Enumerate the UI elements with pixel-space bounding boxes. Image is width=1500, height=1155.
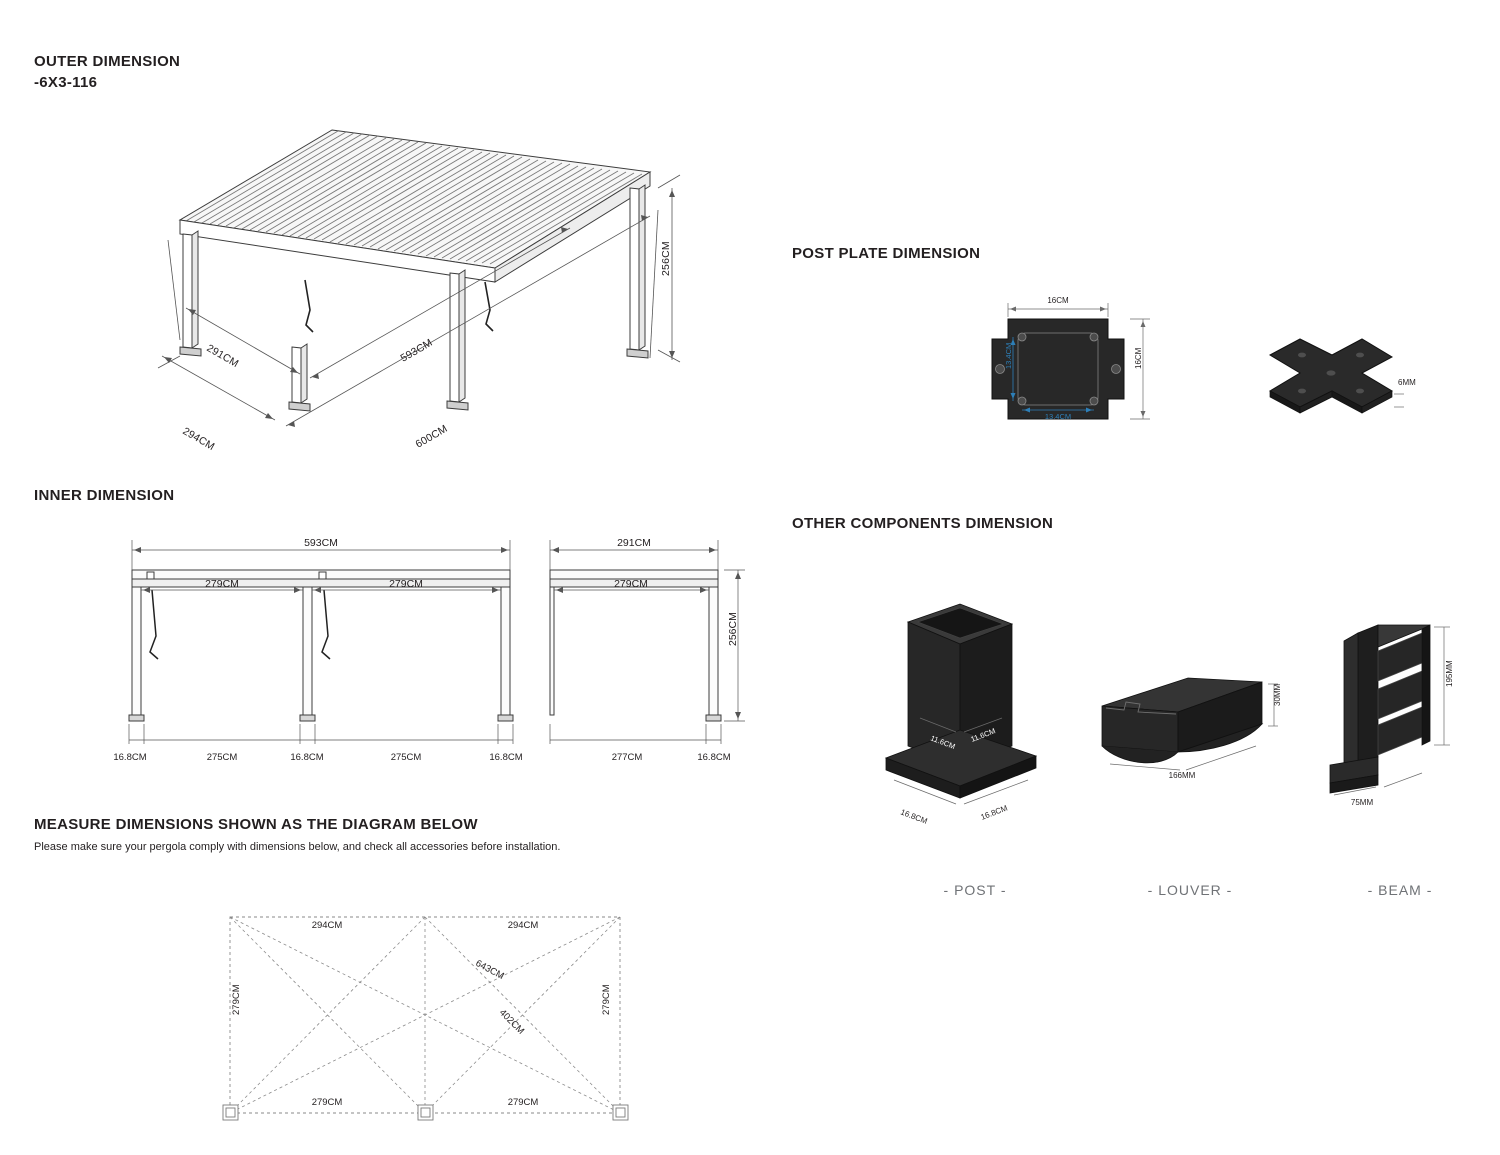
louver-dim-1-label: 30MM xyxy=(1273,683,1282,706)
outer-width-inner-label: 593CM xyxy=(398,336,435,365)
plan-top-right-label: 294CM xyxy=(507,920,539,931)
post-plate-inner-height-label: 13.4CM xyxy=(1004,342,1013,369)
post-plate-thickness-label: 6MM xyxy=(1398,378,1416,387)
plan-bottom-right-label: 279CM xyxy=(507,1097,539,1108)
inner-front-span1-label: 275CM xyxy=(206,752,238,763)
inner-dimension-drawing xyxy=(100,528,760,783)
outer-dimension-drawing xyxy=(150,110,730,510)
inner-front-bay1-label: 279CM xyxy=(205,578,239,590)
measure-heading: MEASURE DIMENSIONS SHOWN AS THE DIAGRAM BELOW xyxy=(34,816,478,833)
inner-dimension-heading: INNER DIMENSION xyxy=(34,487,175,504)
outer-depth-inner-label: 291CM xyxy=(204,342,241,371)
beam-dim-2-label: 75MM xyxy=(1350,798,1374,807)
beam-dim-1-label: 195MM xyxy=(1445,660,1454,687)
post-dim-3-label: 16.8CM xyxy=(899,807,929,826)
post-dim-2-label: 11.6CM xyxy=(969,726,997,744)
inner-front-post2-label: 16.8CM xyxy=(290,752,324,763)
post-plate-top-width-label: 16CM xyxy=(1047,296,1069,305)
inner-side-inner-width-label: 279CM xyxy=(614,578,648,590)
plan-bottom-left-label: 279CM xyxy=(311,1097,343,1108)
plan-diag1-label: 643CM xyxy=(473,957,506,983)
component-louver-caption: - LOUVER - xyxy=(1147,882,1233,898)
inner-side-top-width-label: 291CM xyxy=(617,537,651,549)
component-beam xyxy=(1300,615,1500,825)
component-post-caption: - POST - xyxy=(943,882,1007,898)
outer-width-outer-label: 600CM xyxy=(413,422,450,451)
other-components-heading: OTHER COMPONENTS DIMENSION xyxy=(792,515,1054,532)
plan-diag2-label: 402CM xyxy=(496,1007,527,1037)
component-beam-caption: - BEAM - xyxy=(1367,882,1433,898)
inner-front-post3-label: 16.8CM xyxy=(489,752,523,763)
inner-front-top-width-label: 593CM xyxy=(304,537,338,549)
model-label: -6X3-116 xyxy=(34,74,98,91)
inner-front-bay2-label: 279CM xyxy=(389,578,423,590)
component-post xyxy=(860,590,1090,850)
post-plate-inner-width-label: 13.4CM xyxy=(1044,412,1072,421)
component-louver xyxy=(1080,660,1310,820)
post-dim-1-label: 11.6CM xyxy=(929,733,957,752)
inner-side-post-label: 16.8CM xyxy=(697,752,731,763)
louver-dim-2-label: 166MM xyxy=(1168,771,1196,780)
plan-diagram xyxy=(215,905,635,1135)
measure-note: Please make sure your pergola comply with dimensions below, and check all accessories before installation. xyxy=(34,841,561,853)
plan-left-label: 279CM xyxy=(231,984,242,1015)
plan-right-label: 279CM xyxy=(601,984,612,1015)
inner-front-span2-label: 275CM xyxy=(390,752,422,763)
outer-height-label: 256CM xyxy=(660,241,672,276)
outer-dimension-heading: OUTER DIMENSION xyxy=(34,53,181,70)
plan-top-left-label: 294CM xyxy=(311,920,343,931)
outer-depth-outer-label: 294CM xyxy=(180,425,217,454)
post-plate-right-height-label: 16CM xyxy=(1134,347,1143,369)
inner-front-post1-label: 16.8CM xyxy=(113,752,147,763)
inner-side-span-label: 277CM xyxy=(611,752,643,763)
inner-side-height-label: 256CM xyxy=(727,612,739,646)
post-dim-4-label: 16.8CM xyxy=(979,803,1009,822)
post-plate-drawing xyxy=(980,295,1420,485)
post-plate-heading: POST PLATE DIMENSION xyxy=(792,245,981,262)
